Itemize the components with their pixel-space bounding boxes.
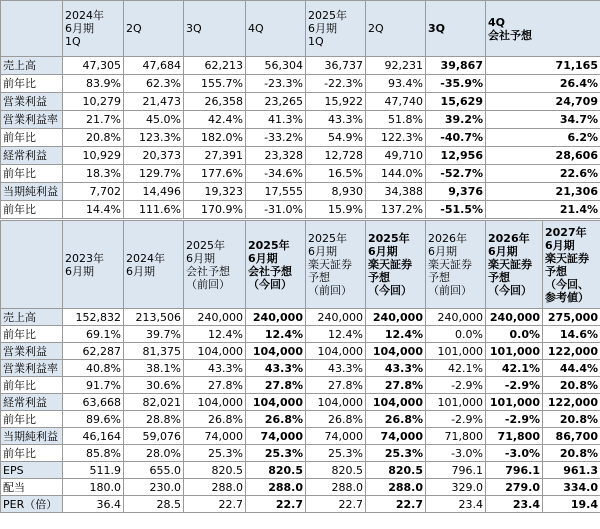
- table-cell: 230.0: [124, 479, 184, 496]
- table-cell: 820.5: [184, 462, 246, 479]
- table-cell: 42.1%: [426, 360, 486, 377]
- table-cell: -23.3%: [246, 75, 306, 93]
- table-cell: 27.8%: [246, 377, 306, 394]
- table-cell: 9,376: [426, 183, 486, 201]
- table-cell: 17,555: [246, 183, 306, 201]
- row-label: 当期純利益: [1, 428, 63, 445]
- table-cell: 26,358: [184, 93, 246, 111]
- table-cell: 71,165: [486, 57, 600, 75]
- table-cell: 10,929: [63, 147, 124, 165]
- table-row: [1, 93, 600, 111]
- table-cell: 104,000: [246, 343, 306, 360]
- table-cell: 28.5: [124, 496, 184, 513]
- column-header: 2Q: [124, 1, 184, 57]
- table-cell: 0.0%: [426, 326, 486, 343]
- table-cell: 329.0: [426, 479, 486, 496]
- table-cell: 21.7%: [63, 111, 124, 129]
- row-label: 営業利益率: [1, 360, 63, 377]
- table-cell: 155.7%: [184, 75, 246, 93]
- table-cell: 62,287: [63, 343, 124, 360]
- table-row: [1, 411, 600, 428]
- table-cell: 89.6%: [63, 411, 124, 428]
- table-cell: 42.1%: [486, 360, 543, 377]
- table-cell: 47,684: [124, 57, 184, 75]
- table-cell: 15.9%: [306, 201, 366, 219]
- column-header: 2026年 6月期 楽天証券 予想 （今回）: [486, 221, 543, 309]
- table-cell: 19.4: [543, 496, 600, 513]
- table-row: [1, 111, 600, 129]
- table-cell: 820.5: [246, 462, 306, 479]
- table-cell: 43.3%: [366, 360, 426, 377]
- table-cell: 26.4%: [486, 75, 600, 93]
- table-cell: 511.9: [63, 462, 124, 479]
- table-cell: 0.0%: [486, 326, 543, 343]
- table-row: [1, 462, 600, 479]
- table-cell: 24,709: [486, 93, 600, 111]
- table-cell: 69.1%: [63, 326, 124, 343]
- table-cell: 104,000: [184, 394, 246, 411]
- table-cell: 240,000: [366, 309, 426, 326]
- row-label: 前年比: [1, 129, 63, 147]
- table-cell: 122,000: [543, 343, 600, 360]
- table-cell: 104,000: [306, 394, 366, 411]
- table-cell: 288.0: [306, 479, 366, 496]
- table-cell: 180.0: [63, 479, 124, 496]
- table-cell: 56,304: [246, 57, 306, 75]
- table-cell: 26.8%: [246, 411, 306, 428]
- table-cell: 83.9%: [63, 75, 124, 93]
- table-cell: 43.3%: [306, 360, 366, 377]
- table-row: [1, 165, 600, 183]
- table-cell: 36.4: [63, 496, 124, 513]
- table-cell: 86,700: [543, 428, 600, 445]
- row-label: 前年比: [1, 201, 63, 219]
- table-cell: 74,000: [184, 428, 246, 445]
- table-cell: 101,000: [486, 343, 543, 360]
- table-cell: 44.4%: [543, 360, 600, 377]
- table-cell: 47,305: [63, 57, 124, 75]
- column-header: 2025年 6月期 会社予想 （今回）: [246, 221, 306, 309]
- row-label: 営業利益: [1, 93, 63, 111]
- column-header: 2025年 6月期 1Q: [306, 1, 366, 57]
- table-cell: 27.8%: [184, 377, 246, 394]
- table-cell: 93.4%: [366, 75, 426, 93]
- table-cell: 62.3%: [124, 75, 184, 93]
- table-cell: 961.3: [543, 462, 600, 479]
- table-cell: -2.9%: [426, 411, 486, 428]
- table-cell: 655.0: [124, 462, 184, 479]
- table-cell: 59,076: [124, 428, 184, 445]
- table-cell: 26.8%: [366, 411, 426, 428]
- table-cell: 122,000: [543, 394, 600, 411]
- column-header: 3Q: [184, 1, 246, 57]
- table-cell: 92,231: [366, 57, 426, 75]
- table-cell: 82,021: [124, 394, 184, 411]
- table-row: [1, 326, 600, 343]
- table-cell: -51.5%: [426, 201, 486, 219]
- table-row: [1, 309, 600, 326]
- table-cell: 104,000: [246, 394, 306, 411]
- table-row: [1, 428, 600, 445]
- table-cell: 240,000: [246, 309, 306, 326]
- table-cell: 144.0%: [366, 165, 426, 183]
- row-label: 前年比: [1, 326, 63, 343]
- table-cell: 30.6%: [124, 377, 184, 394]
- table-cell: 22.7: [184, 496, 246, 513]
- column-header: 2Q: [366, 1, 426, 57]
- table-cell: 288.0: [366, 479, 426, 496]
- table-cell: 34,388: [366, 183, 426, 201]
- row-label: 当期純利益: [1, 183, 63, 201]
- table-cell: -3.0%: [486, 445, 543, 462]
- table-cell: 42.4%: [184, 111, 246, 129]
- table-cell: -40.7%: [426, 129, 486, 147]
- column-header: 2023年 6月期: [63, 221, 124, 309]
- table-row: [1, 496, 600, 513]
- table-cell: 22.7: [306, 496, 366, 513]
- quarterly-header-row: [1, 1, 600, 57]
- table-cell: 21.4%: [486, 201, 600, 219]
- table-cell: 137.2%: [366, 201, 426, 219]
- table-cell: 36,737: [306, 57, 366, 75]
- table-cell: 177.6%: [184, 165, 246, 183]
- table-cell: 14.6%: [543, 326, 600, 343]
- table-cell: -52.7%: [426, 165, 486, 183]
- table-cell: 15,629: [426, 93, 486, 111]
- table-cell: 74,000: [246, 428, 306, 445]
- row-label: 前年比: [1, 445, 63, 462]
- table-cell: 26.8%: [306, 411, 366, 428]
- row-label: EPS: [1, 462, 63, 479]
- row-label: 経常利益: [1, 147, 63, 165]
- column-header: 2024年 6月期 1Q: [63, 1, 124, 57]
- column-header: 2026年 6月期 楽天証券 予想 （前回）: [426, 221, 486, 309]
- row-label: 前年比: [1, 75, 63, 93]
- table-row: [1, 129, 600, 147]
- table-cell: 18.3%: [63, 165, 124, 183]
- table-cell: 20.8%: [543, 411, 600, 428]
- table-cell: 47,740: [366, 93, 426, 111]
- row-label: 営業利益率: [1, 111, 63, 129]
- annual-forecast-table: [0, 220, 600, 513]
- table-cell: 8,930: [306, 183, 366, 201]
- table-cell: 12.4%: [306, 326, 366, 343]
- table-cell: 71,800: [426, 428, 486, 445]
- table-cell: 6.2%: [486, 129, 600, 147]
- table-cell: 23,328: [246, 147, 306, 165]
- table-cell: 104,000: [306, 343, 366, 360]
- table-cell: 123.3%: [124, 129, 184, 147]
- table-cell: 39.7%: [124, 326, 184, 343]
- table-cell: 25.3%: [246, 445, 306, 462]
- table-cell: 101,000: [486, 394, 543, 411]
- table-cell: 796.1: [486, 462, 543, 479]
- table-cell: 25.3%: [306, 445, 366, 462]
- table-cell: 240,000: [306, 309, 366, 326]
- table-cell: 104,000: [366, 343, 426, 360]
- table-cell: -31.0%: [246, 201, 306, 219]
- table-cell: 22.7: [366, 496, 426, 513]
- table-cell: 14,496: [124, 183, 184, 201]
- table-cell: 23,265: [246, 93, 306, 111]
- column-header: 2025年 6月期 楽天証券 予想 （今回）: [366, 221, 426, 309]
- table-cell: -3.0%: [426, 445, 486, 462]
- table-cell: 26.8%: [184, 411, 246, 428]
- table-cell: 43.3%: [246, 360, 306, 377]
- table-cell: 12,956: [426, 147, 486, 165]
- table-cell: 27,391: [184, 147, 246, 165]
- table-cell: -35.9%: [426, 75, 486, 93]
- table-cell: 39,867: [426, 57, 486, 75]
- row-label: PER（倍）: [1, 496, 63, 513]
- table-cell: 12,728: [306, 147, 366, 165]
- table-cell: 46,164: [63, 428, 124, 445]
- table-row: [1, 183, 600, 201]
- table-cell: 71,800: [486, 428, 543, 445]
- table-cell: 28.0%: [124, 445, 184, 462]
- row-label: 売上高: [1, 57, 63, 75]
- table-cell: 51.8%: [366, 111, 426, 129]
- row-label: 配当: [1, 479, 63, 496]
- table-cell: -22.3%: [306, 75, 366, 93]
- table-cell: -2.9%: [486, 411, 543, 428]
- table-row: [1, 343, 600, 360]
- table-cell: 14.4%: [63, 201, 124, 219]
- table-cell: 43.3%: [306, 111, 366, 129]
- table-cell: 101,000: [426, 343, 486, 360]
- table-cell: 45.0%: [124, 111, 184, 129]
- header-corner-cell: [1, 221, 63, 309]
- table-cell: 279.0: [486, 479, 543, 496]
- table-cell: 288.0: [246, 479, 306, 496]
- table-cell: -2.9%: [426, 377, 486, 394]
- table-cell: 240,000: [426, 309, 486, 326]
- table-cell: -33.2%: [246, 129, 306, 147]
- table-cell: 40.8%: [63, 360, 124, 377]
- row-label: 売上高: [1, 309, 63, 326]
- table-cell: 38.1%: [124, 360, 184, 377]
- column-header: 2025年 6月期 会社予想 （前回）: [184, 221, 246, 309]
- table-cell: 20.8%: [543, 445, 600, 462]
- table-cell: 240,000: [184, 309, 246, 326]
- table-cell: 22.7: [246, 496, 306, 513]
- table-cell: 41.3%: [246, 111, 306, 129]
- table-cell: 21,306: [486, 183, 600, 201]
- table-row: [1, 479, 600, 496]
- header-corner-cell: [1, 1, 63, 57]
- table-cell: 796.1: [426, 462, 486, 479]
- table-cell: 10,279: [63, 93, 124, 111]
- table-cell: 21,473: [124, 93, 184, 111]
- table-cell: 22.6%: [486, 165, 600, 183]
- table-cell: 19,323: [184, 183, 246, 201]
- column-header: 4Q: [246, 1, 306, 57]
- table-cell: 74,000: [366, 428, 426, 445]
- row-label: 前年比: [1, 377, 63, 394]
- table-cell: 28,606: [486, 147, 600, 165]
- table-cell: 122.3%: [366, 129, 426, 147]
- quarterly-results-table: [0, 0, 600, 219]
- table-row: [1, 57, 600, 75]
- table-cell: 12.4%: [246, 326, 306, 343]
- table-cell: 27.8%: [366, 377, 426, 394]
- table-cell: 28.8%: [124, 411, 184, 428]
- table-cell: 104,000: [184, 343, 246, 360]
- column-header: 2024年 6月期: [124, 221, 184, 309]
- table-cell: 20.8%: [543, 377, 600, 394]
- table-cell: 104,000: [366, 394, 426, 411]
- table-cell: 54.9%: [306, 129, 366, 147]
- table-cell: 43.3%: [184, 360, 246, 377]
- column-header: 3Q: [426, 1, 486, 57]
- table-cell: 23.4: [486, 496, 543, 513]
- table-row: [1, 201, 600, 219]
- row-label: 前年比: [1, 411, 63, 428]
- table-cell: -2.9%: [486, 377, 543, 394]
- table-cell: 34.7%: [486, 111, 600, 129]
- table-cell: 288.0: [184, 479, 246, 496]
- table-cell: 20.8%: [63, 129, 124, 147]
- table-cell: 25.3%: [366, 445, 426, 462]
- table-cell: 240,000: [486, 309, 543, 326]
- table-cell: 49,710: [366, 147, 426, 165]
- row-label: 経常利益: [1, 394, 63, 411]
- table-cell: 63,668: [63, 394, 124, 411]
- table-cell: 27.8%: [306, 377, 366, 394]
- table-cell: 820.5: [366, 462, 426, 479]
- table-cell: 7,702: [63, 183, 124, 201]
- table-cell: 25.3%: [184, 445, 246, 462]
- table-cell: 91.7%: [63, 377, 124, 394]
- table-row: [1, 377, 600, 394]
- table-cell: 111.6%: [124, 201, 184, 219]
- table-cell: 81,375: [124, 343, 184, 360]
- table-cell: 334.0: [543, 479, 600, 496]
- row-label: 営業利益: [1, 343, 63, 360]
- table-cell: 85.8%: [63, 445, 124, 462]
- table-cell: 213,506: [124, 309, 184, 326]
- column-header: 2025年 6月期 楽天証券 予想 （前回）: [306, 221, 366, 309]
- table-cell: 182.0%: [184, 129, 246, 147]
- row-label: 前年比: [1, 165, 63, 183]
- table-row: [1, 147, 600, 165]
- table-cell: 12.4%: [184, 326, 246, 343]
- table-cell: 129.7%: [124, 165, 184, 183]
- table-cell: 820.5: [306, 462, 366, 479]
- table-row: [1, 75, 600, 93]
- table-cell: 62,213: [184, 57, 246, 75]
- table-cell: 15,922: [306, 93, 366, 111]
- table-cell: 74,000: [306, 428, 366, 445]
- table-row: [1, 394, 600, 411]
- column-header: 2027年 6月期 楽天証券 予想 （今回、 参考値）: [543, 221, 600, 309]
- table-cell: -34.6%: [246, 165, 306, 183]
- annual-header-row: [1, 221, 600, 309]
- table-cell: 16.5%: [306, 165, 366, 183]
- table-cell: 170.9%: [184, 201, 246, 219]
- table-cell: 12.4%: [366, 326, 426, 343]
- table-row: [1, 445, 600, 462]
- column-header: 4Q 会社予想: [486, 1, 600, 57]
- table-cell: 39.2%: [426, 111, 486, 129]
- table-cell: 275,000: [543, 309, 600, 326]
- table-cell: 152,832: [63, 309, 124, 326]
- table-row: [1, 360, 600, 377]
- table-cell: 23.4: [426, 496, 486, 513]
- table-cell: 101,000: [426, 394, 486, 411]
- table-cell: 20,373: [124, 147, 184, 165]
